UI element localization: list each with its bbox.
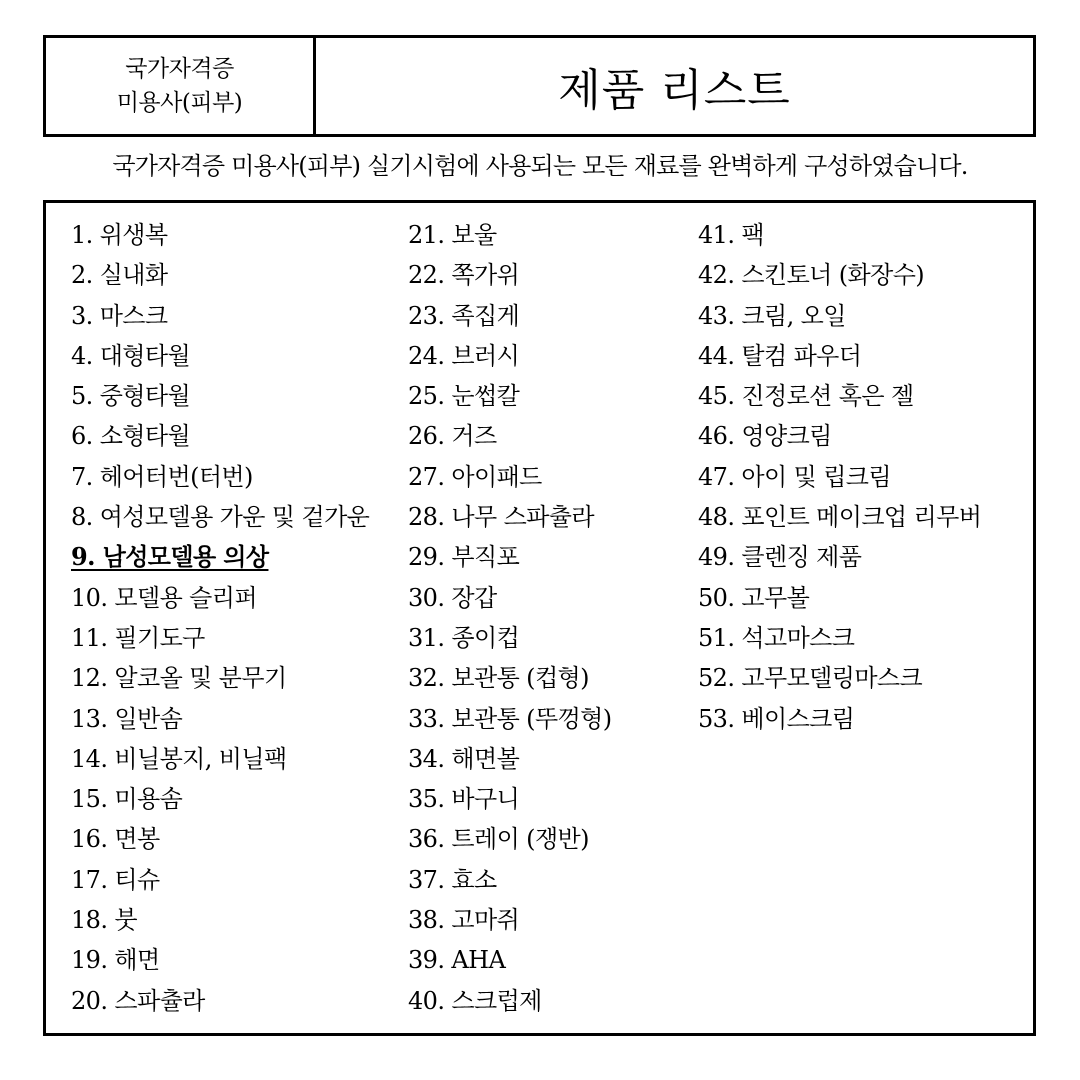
list-item: 15. 미용솜 <box>71 785 183 814</box>
list-item: 21. 보울 <box>408 221 497 249</box>
subtitle: 국가자격증 미용사(피부) 실기시험에 사용되는 모든 재료를 완벽하게 구성하였습니다. <box>112 152 968 180</box>
list-item: 22. 쪽가위 <box>408 261 520 290</box>
product-list-column-1 <box>71 215 369 1021</box>
list-item: 20. 스파츌라 <box>71 986 205 1015</box>
list-item: 16. 면봉 <box>71 825 160 854</box>
list-item: 25. 눈썹칼 <box>408 382 520 411</box>
list-item: 17. 티슈 <box>71 865 160 894</box>
page-title: 제품 리스트 <box>558 65 791 116</box>
list-item: 27. 아이패드 <box>408 462 542 491</box>
certification-label-line2: 미용사(피부) <box>116 90 243 116</box>
list-item: 5. 중형타월 <box>71 382 191 411</box>
list-item: 2. 실내화 <box>71 261 168 290</box>
list-item: 35. 바구니 <box>408 785 520 814</box>
list-item: 28. 나무 스파츌라 <box>408 503 594 532</box>
list-item: 24. 브러시 <box>408 341 520 370</box>
list-item: 30. 장갑 <box>408 583 497 612</box>
list-item: 19. 해면 <box>71 946 160 975</box>
certification-label <box>46 38 316 134</box>
list-item: 32. 보관통 (컵형) <box>408 664 589 693</box>
list-item: 46. 영양크림 <box>698 422 832 451</box>
list-item: 3. 마스크 <box>71 301 168 330</box>
list-item: 18. 붓 <box>71 906 137 935</box>
product-list-column-3 <box>698 215 981 739</box>
list-item: 52. 고무모델링마스크 <box>698 664 923 693</box>
certification-label-line1: 국가자격증 <box>125 56 234 82</box>
list-item: 26. 거즈 <box>408 422 497 451</box>
list-item: 48. 포인트 메이크업 리무버 <box>698 503 982 532</box>
list-item: 41. 팩 <box>698 221 764 249</box>
list-item: 37. 효소 <box>408 865 497 894</box>
list-item: 45. 진정로션 혹은 젤 <box>698 382 914 411</box>
list-item: 34. 해면볼 <box>408 744 520 773</box>
list-item: 31. 종이컵 <box>408 623 520 652</box>
list-item: 53. 베이스크림 <box>698 704 855 733</box>
list-item: 13. 일반솜 <box>71 704 183 733</box>
list-item: 47. 아이 및 립크림 <box>698 462 891 491</box>
list-item: 40. 스크럽제 <box>408 986 542 1015</box>
list-item: 33. 보관통 (뚜껑형) <box>408 704 612 733</box>
list-item-highlighted: 9. 남성모델용 의상 <box>71 542 269 572</box>
list-item: 42. 스킨토너 (화장수) <box>698 261 925 290</box>
list-item: 38. 고마쥐 <box>408 906 520 935</box>
list-item: 51. 석고마스크 <box>698 623 855 652</box>
list-item: 8. 여성모델용 가운 및 겉가운 <box>71 503 370 532</box>
list-item: 23. 족집게 <box>408 301 520 330</box>
list-item: 29. 부직포 <box>408 543 520 572</box>
list-item: 7. 헤어터번(터번) <box>71 462 253 491</box>
list-item: 10. 모델용 슬리퍼 <box>71 583 257 612</box>
product-list-column-2 <box>408 215 611 1021</box>
header-box <box>43 35 1036 137</box>
list-item: 50. 고무볼 <box>698 583 810 612</box>
list-item: 6. 소형타월 <box>71 422 191 451</box>
list-item: 1. 위생복 <box>71 221 168 249</box>
list-item: 49. 클렌징 제품 <box>698 543 862 572</box>
list-item: 14. 비닐봉지, 비닐팩 <box>71 744 287 773</box>
list-item: 11. 필기도구 <box>71 623 205 652</box>
list-item: 36. 트레이 (쟁반) <box>408 825 589 854</box>
list-item: 44. 탈컴 파우더 <box>698 341 862 370</box>
list-item: 12. 알코올 및 분무기 <box>71 664 287 693</box>
list-item: 4. 대형타월 <box>71 341 191 370</box>
product-list <box>43 200 1036 1036</box>
list-item: 39. AHA <box>408 946 506 975</box>
list-item: 43. 크림, 오일 <box>698 301 846 330</box>
